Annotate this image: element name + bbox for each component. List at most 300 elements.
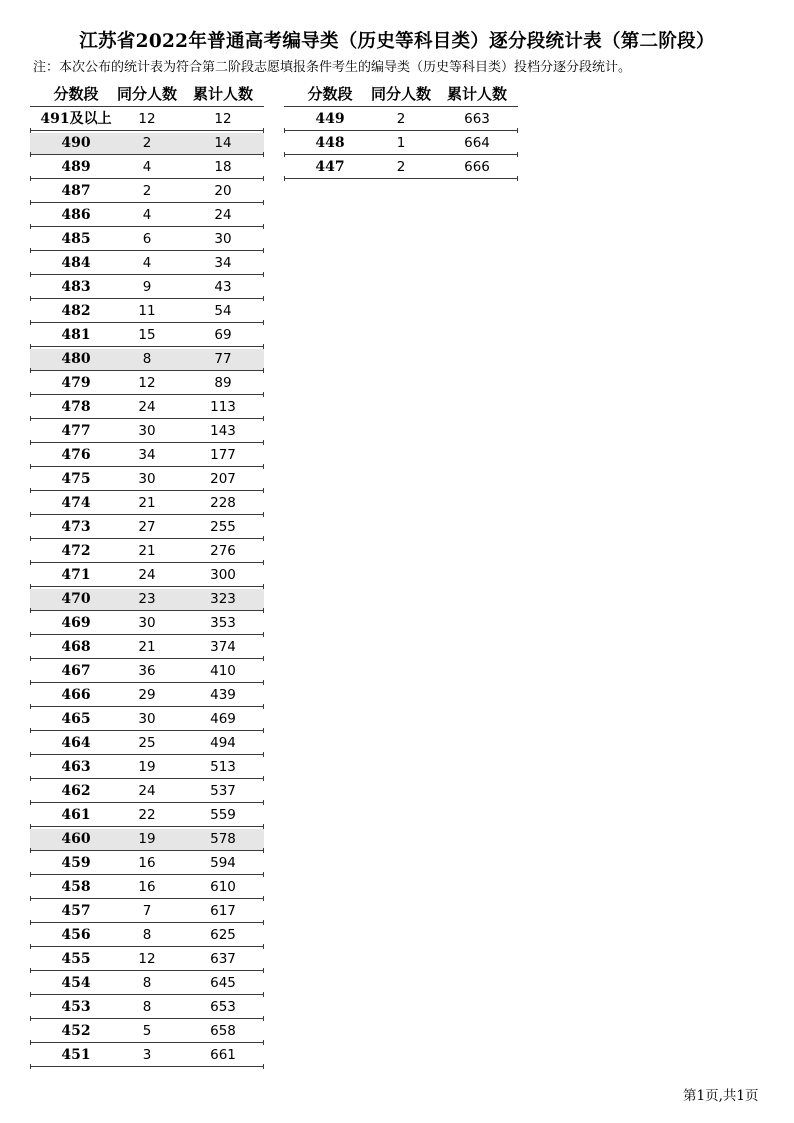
header-score: 分数段 [53,85,99,103]
table-row [30,587,264,611]
row-divider [30,778,264,779]
row-divider-tick [30,296,31,301]
row-divider-tick [263,344,264,349]
same-count-cell: 8 [142,351,152,367]
cumulative-count-cell: 177 [210,447,236,463]
table-row [30,227,264,251]
row-divider-tick [30,512,31,517]
cumulative-count-cell: 34 [214,255,232,271]
table-row [30,851,264,875]
table-row [30,779,264,803]
cumulative-count-cell: 663 [464,111,490,127]
row-divider [30,298,264,299]
row-divider [30,1018,264,1019]
cumulative-count-cell: 207 [210,471,236,487]
same-count-cell: 21 [138,543,156,559]
row-divider [30,970,264,971]
score-cell: 451 [61,1047,91,1063]
row-divider [30,658,264,659]
row-divider-tick [284,128,285,133]
score-cell: 464 [61,735,91,751]
row-divider-tick [263,824,264,829]
same-count-cell: 30 [138,471,156,487]
row-divider-tick [30,968,31,973]
same-count-cell: 16 [138,855,156,871]
row-divider [30,874,264,875]
row-divider-tick [30,1040,31,1045]
row-divider-tick [263,680,264,685]
row-divider [30,634,264,635]
table-row [30,275,264,299]
same-count-cell: 5 [142,1023,152,1039]
row-divider-tick [263,152,264,157]
row-divider-tick [263,464,264,469]
row-divider-tick [30,704,31,709]
score-cell: 468 [61,639,91,655]
cumulative-count-cell: 14 [214,135,232,151]
row-divider [30,106,264,107]
row-divider-tick [263,920,264,925]
score-cell: 469 [61,615,91,631]
score-cell: 459 [61,855,91,871]
header-score: 分数段 [307,85,353,103]
same-count-cell: 6 [142,231,152,247]
cumulative-count-cell: 645 [210,975,236,991]
score-cell: 491及以上 [40,111,112,127]
same-count-cell: 24 [138,783,156,799]
row-divider [30,130,264,131]
same-count-cell: 3 [142,1047,152,1063]
row-divider [30,514,264,515]
row-divider-tick [263,320,264,325]
score-cell: 455 [61,951,91,967]
row-divider [30,850,264,851]
score-cell: 453 [61,999,91,1015]
table-row [30,299,264,323]
row-divider-tick [30,896,31,901]
cumulative-count-cell: 578 [210,831,236,847]
score-cell: 462 [61,783,91,799]
row-divider-tick [30,368,31,373]
row-divider [30,202,264,203]
score-cell: 463 [61,759,91,775]
cumulative-count-cell: 594 [210,855,236,871]
row-divider-tick [30,824,31,829]
cumulative-count-cell: 625 [210,927,236,943]
table-row [30,371,264,395]
row-divider-tick [30,1016,31,1021]
cumulative-count-cell: 664 [464,135,490,151]
row-divider-tick [30,656,31,661]
same-count-cell: 4 [142,207,152,223]
cumulative-count-cell: 54 [214,303,232,319]
score-cell: 481 [61,327,91,343]
same-count-cell: 2 [396,111,406,127]
row-divider-tick [30,560,31,565]
score-cell: 449 [315,111,345,127]
table-row [30,251,264,275]
same-count-cell: 29 [138,687,156,703]
row-divider-tick [30,800,31,805]
table-row [30,419,264,443]
row-divider-tick [30,680,31,685]
row-divider [30,562,264,563]
row-divider [284,178,518,179]
row-divider-tick [30,344,31,349]
cumulative-count-cell: 661 [210,1047,236,1063]
row-divider [30,250,264,251]
table-row [30,755,264,779]
row-divider [30,754,264,755]
same-count-cell: 4 [142,159,152,175]
row-divider-tick [517,128,518,133]
table-row [30,659,264,683]
row-divider-tick [30,944,31,949]
row-divider [30,610,264,611]
cumulative-count-cell: 69 [214,327,232,343]
score-cell: 472 [61,543,91,559]
table-row [30,995,264,1019]
row-divider-tick [263,368,264,373]
score-cell: 486 [61,207,91,223]
row-divider [30,730,264,731]
table-row [30,563,264,587]
row-divider-tick [263,1064,264,1069]
row-divider-tick [263,584,264,589]
table-row [30,1019,264,1043]
page-footer: 第1页,共1页 [683,1088,759,1104]
score-cell: 456 [61,927,91,943]
table-row [30,395,264,419]
row-divider-tick [263,224,264,229]
table-row [30,923,264,947]
row-divider-tick [284,152,285,157]
row-divider-tick [263,392,264,397]
score-cell: 478 [61,399,91,415]
score-cell: 470 [61,591,91,607]
row-divider-tick [263,776,264,781]
row-divider [30,442,264,443]
table-row [30,827,264,851]
cumulative-count-cell: 353 [210,615,236,631]
row-divider-tick [263,800,264,805]
row-divider-tick [30,128,31,133]
row-divider-tick [30,728,31,733]
cumulative-count-cell: 610 [210,879,236,895]
same-count-cell: 16 [138,879,156,895]
row-divider-tick [30,1064,31,1069]
row-divider-tick [30,248,31,253]
table-row [30,155,264,179]
row-divider [30,898,264,899]
table-row [30,515,264,539]
cumulative-count-cell: 24 [214,207,232,223]
row-divider-tick [30,464,31,469]
same-count-cell: 1 [396,135,406,151]
same-count-cell: 2 [142,135,152,151]
row-divider-tick [30,872,31,877]
table-row [30,683,264,707]
cumulative-count-cell: 12 [214,111,232,127]
score-cell: 483 [61,279,91,295]
cumulative-count-cell: 617 [210,903,236,919]
same-count-cell: 22 [138,807,156,823]
cumulative-count-cell: 30 [214,231,232,247]
row-divider [30,178,264,179]
score-cell: 476 [61,447,91,463]
row-divider-tick [263,1016,264,1021]
same-count-cell: 12 [138,111,156,127]
same-count-cell: 9 [142,279,152,295]
row-divider-tick [263,896,264,901]
same-count-cell: 8 [142,975,152,991]
row-divider-tick [263,488,264,493]
row-divider [30,394,264,395]
table-row [30,539,264,563]
header-same-count: 同分人数 [370,85,431,103]
table-row [30,947,264,971]
row-divider [30,586,264,587]
same-count-cell: 34 [138,447,156,463]
row-divider [30,682,264,683]
row-divider-tick [263,656,264,661]
cumulative-count-cell: 228 [210,495,236,511]
same-count-cell: 4 [142,255,152,271]
score-cell: 452 [61,1023,91,1039]
same-count-cell: 25 [138,735,156,751]
score-cell: 479 [61,375,91,391]
table-row [30,731,264,755]
same-count-cell: 12 [138,951,156,967]
score-cell: 467 [61,663,91,679]
row-divider-tick [263,296,264,301]
table-row [284,131,518,155]
cumulative-count-cell: 143 [210,423,236,439]
table-row [30,899,264,923]
row-divider-tick [30,632,31,637]
row-divider-tick [263,512,264,517]
cumulative-count-cell: 300 [210,567,236,583]
table-header [284,81,518,107]
table-row [30,467,264,491]
same-count-cell: 23 [138,591,156,607]
table-row [30,179,264,203]
table-row [30,347,264,371]
row-divider [30,322,264,323]
same-count-cell: 7 [142,903,152,919]
row-divider-tick [30,536,31,541]
score-cell: 458 [61,879,91,895]
row-divider-tick [30,176,31,181]
table-row [30,803,264,827]
left-score-table [30,81,264,1067]
same-count-cell: 24 [138,567,156,583]
cumulative-count-cell: 276 [210,543,236,559]
score-cell: 447 [315,159,345,175]
row-divider-tick [517,176,518,181]
cumulative-count-cell: 323 [210,591,236,607]
cumulative-count-cell: 255 [210,519,236,535]
table-row [30,875,264,899]
row-divider-tick [30,152,31,157]
cumulative-count-cell: 20 [214,183,232,199]
row-divider-tick [263,560,264,565]
table-row [284,155,518,179]
same-count-cell: 21 [138,639,156,655]
cumulative-count-cell: 89 [214,375,232,391]
same-count-cell: 30 [138,423,156,439]
row-divider-tick [30,752,31,757]
table-row [30,971,264,995]
header-same-count: 同分人数 [116,85,177,103]
score-cell: 473 [61,519,91,535]
row-divider [30,346,264,347]
row-divider-tick [284,176,285,181]
cumulative-count-cell: 113 [210,399,236,415]
row-divider-tick [263,128,264,133]
cumulative-count-cell: 439 [210,687,236,703]
row-divider [284,130,518,131]
score-cell: 474 [61,495,91,511]
table-row [30,707,264,731]
row-divider-tick [263,992,264,997]
row-divider [30,826,264,827]
score-cell: 477 [61,423,91,439]
score-cell: 448 [315,135,345,151]
row-divider-tick [30,416,31,421]
right-score-table [284,81,518,179]
header-cumulative-count: 累计人数 [192,85,253,103]
row-divider-tick [263,440,264,445]
same-count-cell: 8 [142,999,152,1015]
cumulative-count-cell: 469 [210,711,236,727]
row-divider [30,946,264,947]
row-divider-tick [263,608,264,613]
row-divider [284,106,518,107]
cumulative-count-cell: 374 [210,639,236,655]
row-divider-tick [263,872,264,877]
row-divider [30,418,264,419]
score-cell: 489 [61,159,91,175]
table-row [30,611,264,635]
row-divider-tick [263,200,264,205]
row-divider [30,802,264,803]
row-divider-tick [263,968,264,973]
cumulative-count-cell: 410 [210,663,236,679]
row-divider-tick [263,728,264,733]
row-divider [30,706,264,707]
score-cell: 480 [61,351,91,367]
same-count-cell: 12 [138,375,156,391]
row-divider-tick [263,632,264,637]
row-divider [284,154,518,155]
table-row [30,491,264,515]
score-cell: 457 [61,903,91,919]
cumulative-count-cell: 494 [210,735,236,751]
row-divider-tick [30,848,31,853]
score-cell: 460 [61,831,91,847]
same-count-cell: 8 [142,927,152,943]
row-divider-tick [263,272,264,277]
table-row [30,443,264,467]
cumulative-count-cell: 18 [214,159,232,175]
row-divider [30,466,264,467]
row-divider-tick [30,488,31,493]
same-count-cell: 11 [138,303,156,319]
row-divider-tick [263,176,264,181]
score-cell: 461 [61,807,91,823]
cumulative-count-cell: 653 [210,999,236,1015]
row-divider [30,370,264,371]
row-divider [30,994,264,995]
row-divider [30,1066,264,1067]
cumulative-count-cell: 77 [214,351,232,367]
table-row [30,203,264,227]
row-divider-tick [30,320,31,325]
same-count-cell: 2 [396,159,406,175]
score-cell: 475 [61,471,91,487]
row-divider-tick [30,440,31,445]
row-divider [30,226,264,227]
same-count-cell: 15 [138,327,156,343]
row-divider [30,274,264,275]
row-divider-tick [263,248,264,253]
table-row [30,635,264,659]
row-divider [30,1042,264,1043]
page-title: 江苏省2022年普通高考编导类（历史等科目类）逐分段统计表（第二阶段） [79,31,715,52]
cumulative-count-cell: 658 [210,1023,236,1039]
row-divider-tick [30,992,31,997]
score-cell: 454 [61,975,91,991]
row-divider-tick [517,152,518,157]
row-divider-tick [30,392,31,397]
table-row [30,131,264,155]
row-divider-tick [263,944,264,949]
cumulative-count-cell: 666 [464,159,490,175]
row-divider [30,490,264,491]
same-count-cell: 19 [138,759,156,775]
score-cell: 465 [61,711,91,727]
table-row [30,107,264,131]
cumulative-count-cell: 637 [210,951,236,967]
score-cell: 485 [61,231,91,247]
row-divider-tick [30,224,31,229]
score-cell: 482 [61,303,91,319]
score-cell: 466 [61,687,91,703]
row-divider-tick [30,584,31,589]
row-divider-tick [30,608,31,613]
score-cell: 490 [61,135,91,151]
row-divider [30,922,264,923]
table-row [30,323,264,347]
cumulative-count-cell: 43 [214,279,232,295]
cumulative-count-cell: 537 [210,783,236,799]
table-note: 注：本次公布的统计表为符合第二阶段志愿填报条件考生的编导类（历史等科目类）投档分逐分段统计。 [33,60,632,75]
same-count-cell: 36 [138,663,156,679]
table-header [30,81,264,107]
same-count-cell: 19 [138,831,156,847]
cumulative-count-cell: 559 [210,807,236,823]
row-divider-tick [263,416,264,421]
row-divider-tick [30,200,31,205]
same-count-cell: 27 [138,519,156,535]
row-divider-tick [263,848,264,853]
same-count-cell: 24 [138,399,156,415]
header-cumulative-count: 累计人数 [446,85,507,103]
row-divider-tick [30,272,31,277]
table-row [284,107,518,131]
row-divider-tick [263,536,264,541]
